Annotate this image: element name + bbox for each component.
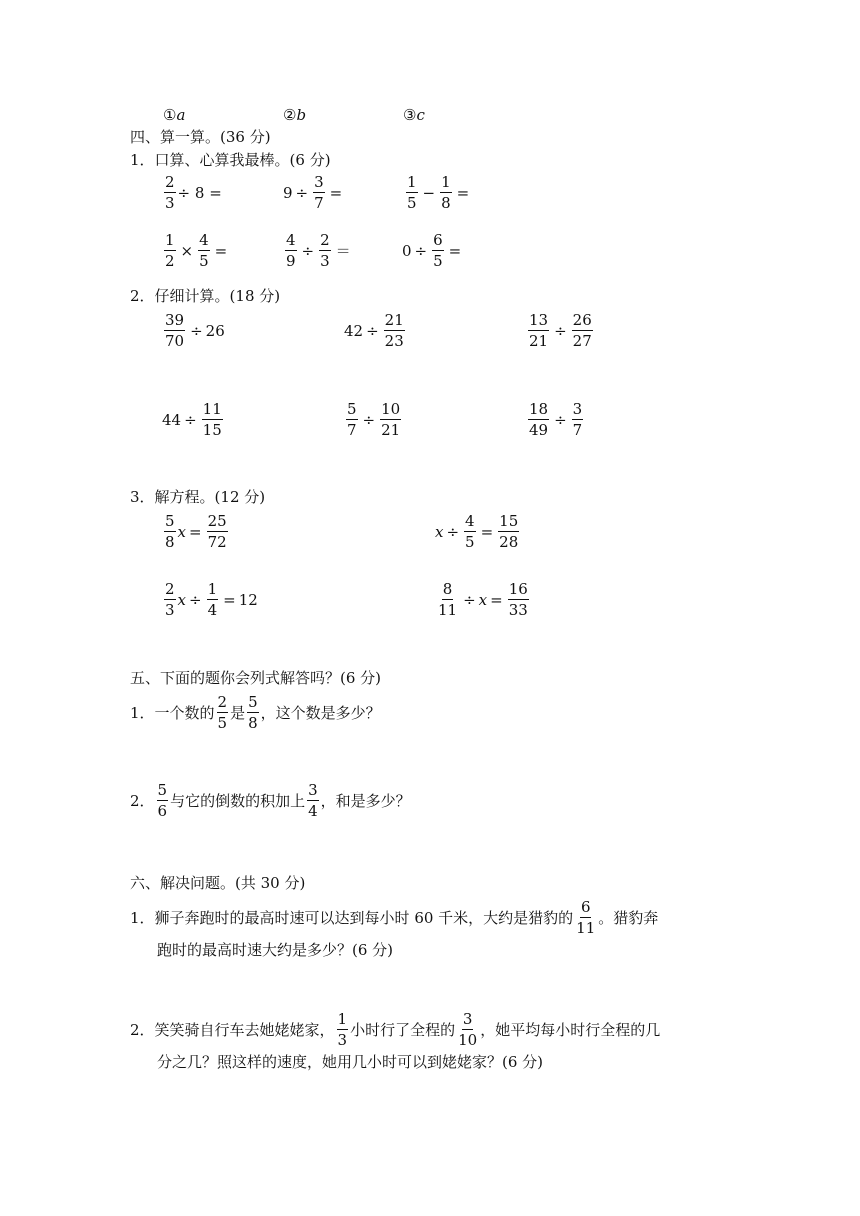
mental-calc-1: $\frac{2}{3}$ ÷ 8 = (165, 173, 222, 212)
fraction: $\frac{2}{3}$ (165, 580, 175, 619)
fraction: $\frac{2}{3}$ (165, 173, 175, 212)
option-b (283, 105, 306, 125)
equation-1: $\frac{5}{8}$ x = $\frac{25}{72}$ (165, 512, 227, 551)
word-problem-5-1: 1．一个数的 $\frac{2}{5}$ 是 $\frac{5}{8}$ ，这个数是多少？ (130, 693, 381, 732)
part-3-title: 3．解方程。(12 分) (130, 488, 266, 506)
fraction: $\frac{10}{21}$ (381, 400, 401, 439)
fraction: $\frac{1}{8}$ (441, 173, 451, 212)
fraction: $\frac{6}{5}$ (433, 231, 443, 270)
fraction: $\frac{5}{7}$ (347, 400, 357, 439)
section-4-title: 四、算一算。(36 分) (130, 128, 271, 146)
careful-calc-3: $\frac{13}{21}$ ÷ $\frac{26}{27}$ (529, 311, 592, 350)
fraction: $\frac{4}{5}$ (199, 231, 209, 270)
fraction: $\frac{21}{23}$ (384, 311, 404, 350)
part-1-title: 1．口算、心算我最棒。(6 分) (130, 151, 331, 169)
option-a-marker: ① (163, 106, 177, 124)
mental-calc-4: $\frac{1}{2}$ × $\frac{4}{5}$ = (165, 231, 228, 270)
option-a-value: a (176, 106, 186, 124)
fraction: $\frac{25}{72}$ (207, 512, 227, 551)
fraction: $\frac{3}{10}$ (458, 1010, 478, 1049)
careful-calc-4: 44 ÷ $\frac{11}{15}$ (162, 400, 222, 439)
fraction: $\frac{26}{27}$ (572, 311, 592, 350)
fraction: $\frac{11}{15}$ (202, 400, 222, 439)
fraction: $\frac{2}{5}$ (217, 693, 228, 732)
fraction: $\frac{16}{33}$ (508, 580, 528, 619)
option-c-value: c (416, 106, 425, 124)
fraction: $\frac{18}{49}$ (529, 400, 549, 439)
option-c (403, 105, 425, 125)
fraction: $\frac{4}{5}$ (465, 512, 475, 551)
careful-calc-5: $\frac{5}{7}$ ÷ $\frac{10}{21}$ (347, 400, 401, 439)
option-a (163, 105, 185, 125)
word-problem-6-2-line2: 分之几？照这样的速度，她用几小时可以到姥姥家？(6 分) (157, 1053, 544, 1071)
fraction: $\frac{1}{3}$ (337, 1010, 348, 1049)
fraction: $\frac{1}{2}$ (165, 231, 175, 270)
fraction: $\frac{1}{4}$ (207, 580, 218, 619)
fraction: $\frac{5}{8}$ (165, 512, 175, 551)
fraction: $\frac{6}{11}$ (576, 898, 596, 937)
word-problem-6-1-line2: 跑时的最高时速大约是多少？(6 分) (157, 941, 394, 959)
fraction: $\frac{3}{7}$ (314, 173, 324, 212)
section-6-title: 六、解决问题。(共 30 分) (130, 874, 306, 892)
fraction: $\frac{3}{7}$ (572, 400, 583, 439)
fraction: $\frac{2}{3}$ (320, 231, 330, 270)
fraction: $\frac{4}{9}$ (286, 231, 296, 270)
word-problem-6-1: 1．狮子奔跑时的最高时速可以达到每小时 60 千米，大约是猎豹的 $\frac{6}{11}$ 。猎豹奔 (130, 898, 659, 937)
fraction: $\frac{1}{5}$ (407, 173, 417, 212)
fraction: $\frac{5}{8}$ (248, 693, 258, 732)
careful-calc-1: $\frac{39}{70}$ ÷ 26 (165, 311, 225, 350)
option-b-marker: ② (283, 106, 297, 124)
careful-calc-2: 42 ÷ $\frac{21}{23}$ (344, 311, 404, 350)
fraction: $\frac{3}{4}$ (308, 781, 318, 820)
fraction: $\frac{39}{70}$ (165, 311, 185, 350)
word-problem-5-2: 2． $\frac{5}{6}$ 与它的倒数的积加上 $\frac{3}{4}$ ，和是多少？ (130, 781, 411, 820)
section-5-title: 五、下面的题你会列式解答吗？(6 分) (130, 669, 382, 687)
word-problem-6-2: 2．笑笑骑自行车去她姥姥家， $\frac{1}{3}$ 小时行了全程的 $\frac{3}{10}$ ，她平均每小时行全程的几 (130, 1010, 661, 1049)
mental-calc-2: 9 ÷ $\frac{3}{7}$ = (283, 173, 343, 212)
option-b-value: b (296, 106, 307, 124)
fraction: $\frac{8}{11}$ (438, 580, 458, 619)
mental-calc-3: $\frac{1}{5}$ − $\frac{1}{8}$ = (407, 173, 470, 212)
fraction: $\frac{13}{21}$ (529, 311, 549, 350)
equation-4: $\frac{8}{11}$ ÷ x = $\frac{16}{33}$ (438, 580, 528, 619)
fraction: $\frac{15}{28}$ (499, 512, 519, 551)
part-2-title: 2．仔细计算。(18 分) (130, 287, 281, 305)
option-c-marker: ③ (403, 106, 417, 124)
careful-calc-6: $\frac{18}{49}$ ÷ $\frac{3}{7}$ (529, 400, 583, 439)
mental-calc-5: $\frac{4}{9}$ ÷ $\frac{2}{3}$ ＝ (286, 231, 351, 270)
mental-calc-6: 0 ÷ $\frac{6}{5}$ = (402, 231, 462, 270)
equation-2: x ÷ $\frac{4}{5}$ = $\frac{15}{28}$ (435, 512, 519, 551)
equation-3: $\frac{2}{3}$ x ÷ $\frac{1}{4}$ = 12 (165, 580, 258, 619)
fraction: $\frac{5}{6}$ (157, 781, 168, 820)
